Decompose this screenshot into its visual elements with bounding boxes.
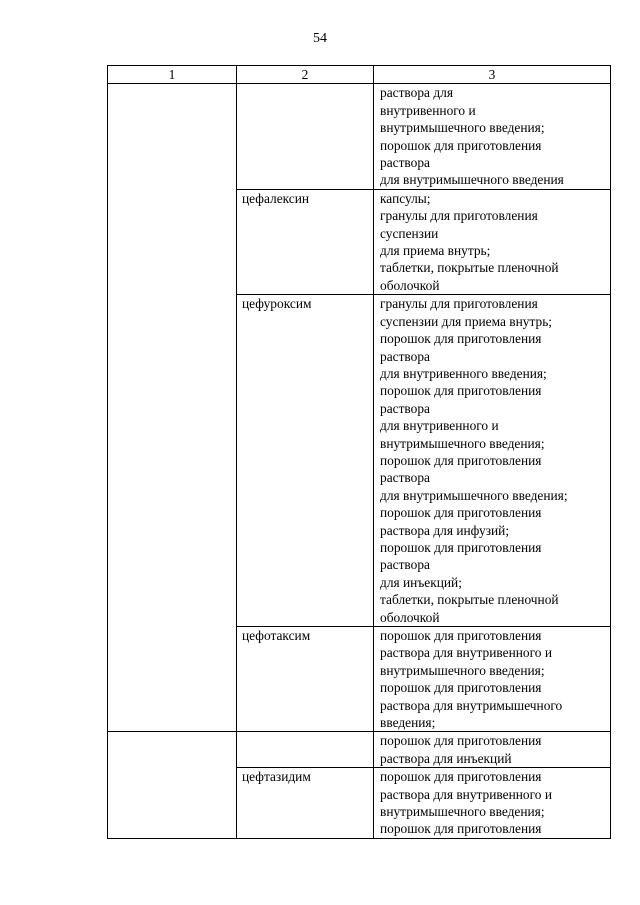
dosage-form-line: внутримышечного введения; (380, 662, 545, 678)
dosage-form-line: порошок для приготовления (380, 769, 542, 785)
dosage-form-line: порошок для приготовления (380, 452, 542, 468)
drug-name-cell (237, 84, 374, 189)
column-header-2: 2 (237, 66, 374, 84)
dosage-form-line: введения; (380, 715, 436, 731)
dosage-form-line: порошок для приготовления (380, 505, 542, 521)
page-number: 54 (313, 31, 327, 46)
dosage-form-line: гранулы для приготовления (380, 296, 538, 312)
dosage-form-line: суспензии для приема внутрь; (380, 313, 553, 329)
dosage-form-line: раствора (380, 155, 430, 171)
dosage-form-line: порошок для приготовления (380, 331, 542, 347)
dosage-forms-cell (374, 627, 611, 732)
dosage-forms-cell (374, 732, 611, 768)
drug-name-cell (237, 732, 374, 768)
table-row (108, 732, 611, 768)
table-row (108, 84, 611, 189)
dosage-form-line: таблетки, покрытые пленочной (380, 260, 559, 276)
dosage-form-line: раствора для внутривенного и (380, 645, 552, 661)
dosage-form-line: внутривенного и (380, 102, 476, 118)
group-cell (108, 84, 237, 732)
dosage-form-line: внутримышечного введения; (380, 120, 545, 136)
dosage-form-line: суспензии (380, 225, 439, 241)
drug-name-cell: цефуроксим (237, 295, 374, 627)
dosage-forms-cell (374, 768, 611, 839)
table-header-row (108, 66, 611, 84)
dosage-form-line: раствора для инъекций (380, 750, 512, 766)
dosage-form-line: для приема внутрь; (380, 243, 491, 259)
dosage-form-line: раствора для (380, 85, 454, 101)
column-header-1: 1 (108, 66, 237, 84)
group-cell (108, 732, 237, 838)
drug-table (107, 65, 611, 839)
dosage-form-line: капсулы; (380, 190, 431, 206)
dosage-form-line: раствора для внутривенного и (380, 786, 552, 802)
dosage-form-line: порошок для приготовления (380, 680, 542, 696)
dosage-form-line: для инъекций; (380, 574, 462, 590)
dosage-forms-cell (374, 189, 611, 294)
dosage-form-line: для внутривенного введения; (380, 365, 547, 381)
dosage-form-line: раствора (380, 470, 430, 486)
dosage-form-line: раствора (380, 557, 430, 573)
dosage-form-line: раствора (380, 400, 430, 416)
dosage-form-line: порошок для приготовления (380, 383, 542, 399)
dosage-form-line: раствора для внутримышечного (380, 697, 563, 713)
dosage-form-line: таблетки, покрытые пленочной (380, 592, 559, 608)
drug-name-cell: цефтазидим (237, 768, 374, 839)
dosage-forms-cell (374, 84, 611, 189)
dosage-form-line: раствора для инфузий; (380, 522, 510, 538)
dosage-form-line: порошок для приготовления (380, 733, 542, 749)
dosage-form-line: гранулы для приготовления (380, 208, 538, 224)
dosage-form-line: внутримышечного введения; (380, 804, 545, 820)
dosage-form-line: для внутривенного и (380, 418, 499, 434)
dosage-form-line: порошок для приготовления (380, 137, 542, 153)
dosage-form-line: внутримышечного введения; (380, 435, 545, 451)
dosage-form-line: оболочкой (380, 277, 440, 293)
dosage-form-line: для внутримышечного введения (380, 172, 564, 188)
drug-name-cell: цефотаксим (237, 627, 374, 732)
dosage-form-line: для внутримышечного введения; (380, 487, 568, 503)
dosage-form-line: порошок для приготовления (380, 628, 542, 643)
drug-name-cell: цефалексин (237, 189, 374, 294)
dosage-forms-cell (374, 295, 611, 627)
column-header-3: 3 (374, 66, 611, 84)
dosage-form-line: порошок для приготовления (380, 821, 542, 837)
dosage-form-line: оболочкой (380, 609, 440, 625)
dosage-form-line: порошок для приготовления (380, 539, 542, 555)
dosage-form-line: раствора (380, 348, 430, 364)
